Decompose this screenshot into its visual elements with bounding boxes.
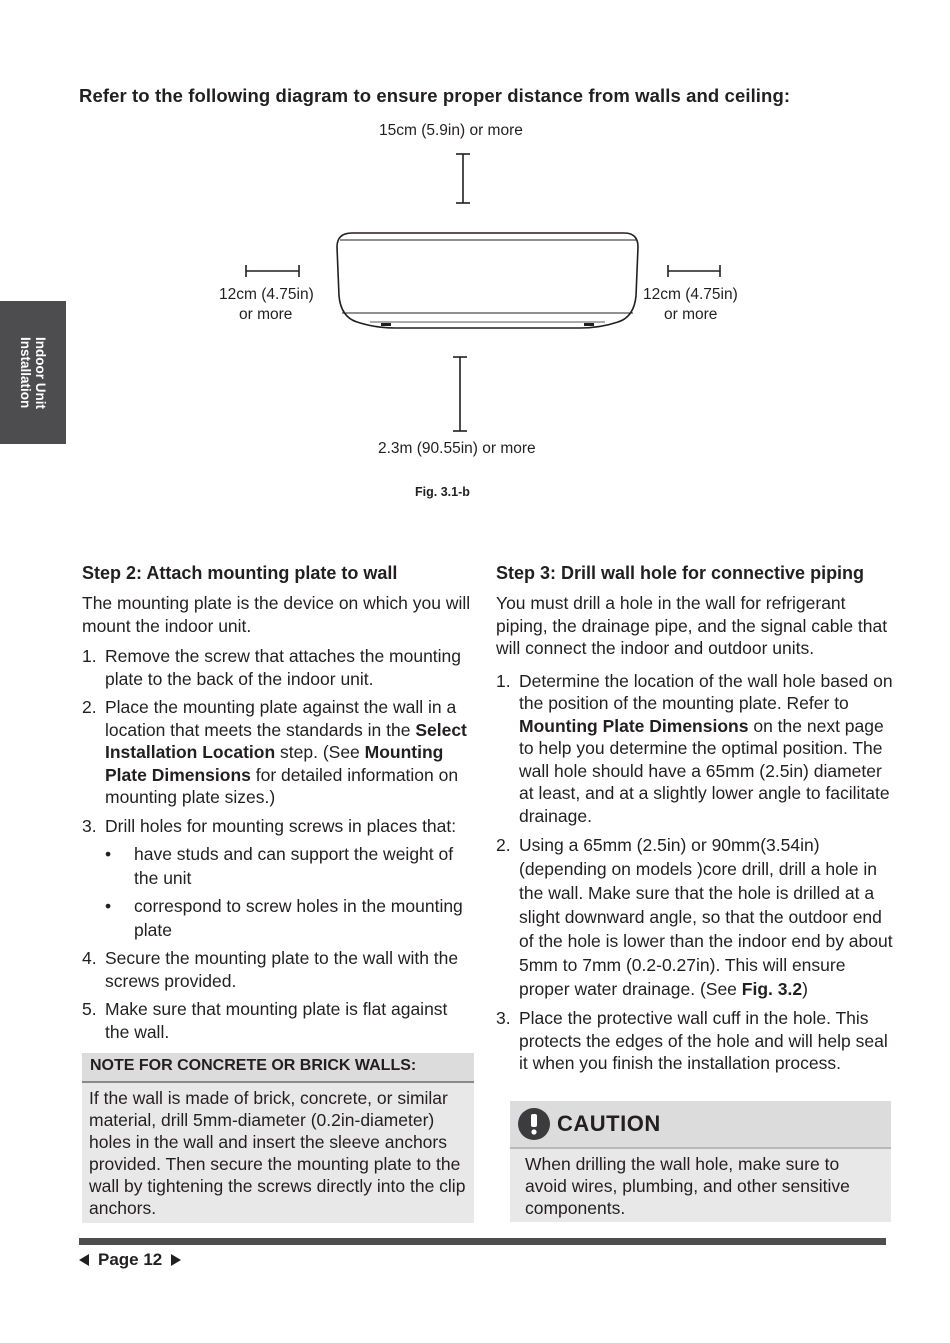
side-tab-line1: Indoor Unit: [33, 337, 48, 409]
right-clearance-label-2: or more: [664, 306, 718, 323]
caution-box: [510, 1101, 891, 1222]
list-item: 3. Place the protective wall cuff in the hole. This protects the edges of the hole and will help seal it when you finish the installation process.: [496, 1008, 888, 1073]
caution-body: When drilling the wall hole, make sure to avoid wires, plumbing, and other sensitive components.: [525, 1154, 850, 1218]
select-installation-location-ref: Select Installation Location: [105, 719, 467, 762]
step2-section: [82, 563, 474, 1049]
mounting-plate-dimensions-ref: Mounting Plate Dimensions: [105, 742, 444, 785]
left-clearance-label-2: or more: [239, 306, 293, 323]
list-item: 2. Using a 65mm (2.5in) or 90mm(3.54in) (depending on models )core drill, drill a hole in the wall. Make sure that the hole is drilled at a slight downward angle, so that the outdoor end of the hole is lower than the indoor end by about 5mm to 7mm (0.2-0.27in). This will ensure proper water drainage. (See Fig. 3.2): [496, 835, 893, 999]
clearance-diagram: [0, 0, 950, 520]
indoor-unit-drawing: [337, 233, 638, 328]
note-heading: NOTE FOR CONCRETE OR BRICK WALLS:: [82, 1053, 474, 1083]
list-item: 5. Make sure that mounting plate is flat against the wall.: [82, 999, 448, 1042]
step3-heading: Step 3: Drill wall hole for connective piping: [496, 563, 865, 583]
previous-page-icon[interactable]: [79, 1254, 89, 1266]
list-item: 4. Secure the mounting plate to the wall with the screws provided.: [82, 948, 459, 991]
left-clearance-label-1: 12cm (4.75in): [219, 286, 314, 303]
next-page-icon[interactable]: [171, 1254, 181, 1266]
caution-header: [510, 1101, 891, 1149]
list-item: 1. Remove the screw that attaches the mounting plate to the back of the indoor unit.: [82, 646, 462, 689]
figure-caption: Fig. 3.1-b: [415, 485, 470, 499]
bullet-item: • correspond to screw holes in the mounting plate: [105, 896, 463, 940]
exclamation-icon: [518, 1108, 550, 1140]
concrete-wall-note: [82, 1053, 474, 1223]
list-item: 1. Determine the location of the wall hole based on the position of the mounting plate. Refer to Mounting Plate Dimensions on the next page to help you determine the optimal position. The wall hole should have a 65mm (2.5in) diameter at least, and at a slightly lower angle to facilitate drainage.: [496, 670, 893, 826]
right-clearance-label-1: 12cm (4.75in): [643, 286, 738, 303]
bullet-item: • have studs and can support the weight of the unit: [105, 844, 454, 888]
side-tab-line2: Installation: [18, 337, 33, 409]
list-item: 2. Place the mounting plate against the wall in a location that meets the standards in the Select Installation Location step. (See Mounting Plate Dimensions for detailed information on mounting plate sizes.): [82, 697, 467, 807]
caution-title: CAUTION: [557, 1111, 661, 1136]
top-clearance-label: 15cm (5.9in) or more: [379, 122, 523, 139]
note-body: If the wall is made of brick, concrete, or similar material, drill 5mm-diameter (0.2in-diameter) holes in the wall and insert the sleeve anchors provided. Then secure the mounting plate to the wall by tightening the screws directly into the clip anchors.: [89, 1088, 466, 1218]
footer-divider: [79, 1238, 886, 1245]
step3-list: [496, 670, 896, 1075]
mounting-plate-dimensions-ref: Mounting Plate Dimensions: [519, 715, 749, 736]
page-navigation: [79, 1250, 181, 1270]
step2-list: [82, 645, 474, 1043]
step3-intro: You must drill a hole in the wall for refrigerant piping, the drainage pipe, and the signal cable that will connect the indoor and outdoor units.: [496, 593, 888, 658]
diagram-intro: Refer to the following diagram to ensure proper distance from walls and ceiling:: [79, 85, 791, 106]
step2-intro: The mounting plate is the device on which you will mount the indoor unit.: [82, 593, 471, 636]
list-item: 3. Drill holes for mounting screws in places that:: [82, 815, 457, 836]
page-number: Page 12: [98, 1250, 163, 1269]
bottom-clearance-label: 2.3m (90.55in) or more: [378, 440, 536, 457]
step2-heading: Step 2: Attach mounting plate to wall: [82, 563, 398, 583]
fig-3-2-ref: Fig. 3.2: [741, 979, 803, 999]
step3-section: [496, 563, 896, 1081]
